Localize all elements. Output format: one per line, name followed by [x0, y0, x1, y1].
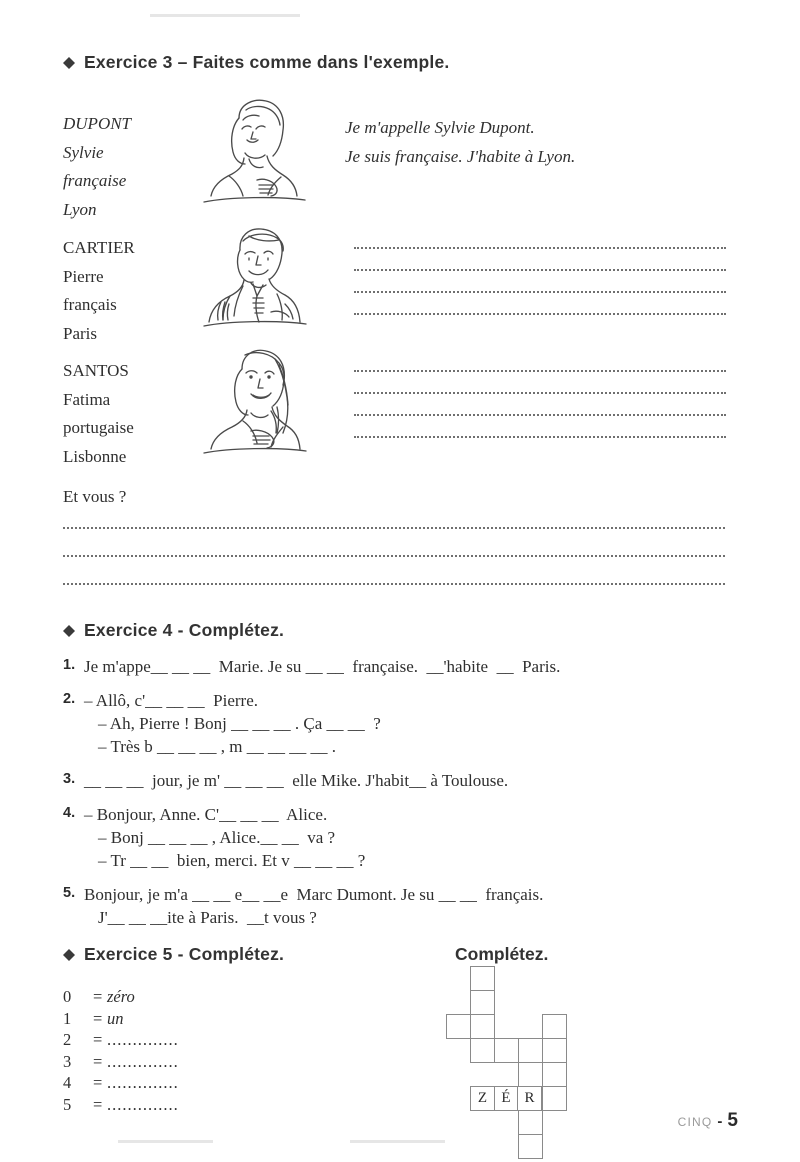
number-row	[63, 1094, 179, 1116]
santos-labels	[63, 357, 134, 471]
number-key: 3	[63, 1051, 72, 1071]
cartier-label-city: Paris	[63, 323, 97, 343]
crossword-cell-empty[interactable]	[518, 1062, 543, 1087]
question-line[interactable]: __ __ __ jour, je m' __ __ __ elle Mike. J'habit__ à Toulouse.	[84, 771, 509, 790]
crossword-cell-empty[interactable]	[518, 1110, 543, 1135]
number-value: zéro	[107, 987, 135, 1006]
number-value: un	[107, 1008, 124, 1028]
question-line[interactable]: Je m'appe__ __ __ Marie. Je su __ __ française. __'habite __ Paris.	[84, 657, 561, 676]
number-key: 4	[63, 1073, 72, 1092]
crossword-cell-empty[interactable]	[542, 1062, 567, 1087]
equals-sign: =	[93, 1094, 103, 1114]
santos-label-surname: SANTOS	[63, 361, 129, 380]
santos-answer-lines	[354, 370, 726, 458]
numbers-list	[63, 986, 179, 1115]
exercise-3-heading-text: Exercice 3 – Faites comme dans l'exemple.	[84, 52, 450, 72]
crossword-cell-empty[interactable]	[518, 1134, 543, 1159]
example-person-block	[63, 110, 733, 219]
number-row	[63, 1029, 179, 1051]
number-row	[63, 1072, 179, 1094]
answer-line[interactable]	[63, 527, 725, 529]
scan-artifact	[118, 1140, 213, 1143]
crossword-cell-empty[interactable]	[470, 990, 495, 1015]
cartier-label-surname: CARTIER	[63, 238, 135, 257]
answer-line[interactable]	[354, 392, 726, 394]
question-item-1	[63, 655, 743, 678]
answer-line[interactable]	[354, 436, 726, 438]
cartier-answer-lines	[354, 247, 726, 335]
answer-line[interactable]	[354, 414, 726, 416]
question-line[interactable]: – Allô, c'__ __ __ Pierre.	[84, 691, 258, 710]
answer-line[interactable]	[63, 583, 725, 585]
number-key: 0	[63, 987, 72, 1006]
crossword-sub-heading: Complétez.	[455, 944, 549, 964]
number-answer-blank[interactable]: ..............	[107, 1030, 179, 1049]
crossword-cell-empty[interactable]	[470, 1038, 495, 1063]
question-line[interactable]: J'__ __ __ite à Paris. __t vous ?	[98, 908, 317, 927]
footer-dash: -	[717, 1113, 723, 1130]
number-row	[63, 986, 179, 1008]
example-label-city: Lyon	[63, 199, 97, 219]
crossword-grid	[446, 966, 596, 1106]
question-item-5	[63, 883, 743, 929]
question-line[interactable]: – Bonjour, Anne. C'__ __ __ Alice.	[84, 805, 328, 824]
diamond-bullet-icon	[63, 943, 75, 955]
answer-line[interactable]	[354, 370, 726, 372]
equals-sign: =	[93, 987, 103, 1006]
crossword-cell-empty[interactable]	[470, 1014, 495, 1039]
question-number: 4.	[63, 805, 76, 821]
diamond-bullet-icon	[63, 51, 75, 63]
crossword-cell-filled[interactable]: R	[517, 1086, 542, 1111]
cartier-label-firstname: Pierre	[63, 266, 104, 286]
question-line[interactable]: – Très b __ __ __ , m __ __ __ __ .	[98, 737, 337, 756]
question-number: 3.	[63, 771, 76, 787]
answer-line[interactable]	[354, 291, 726, 293]
et-vous-label: Et vous ?	[63, 487, 127, 506]
number-answer-blank[interactable]: ..............	[107, 1051, 179, 1071]
equals-sign: =	[93, 1008, 103, 1028]
number-row	[63, 1008, 179, 1030]
example-label-firstname: Sylvie	[63, 142, 104, 162]
number-answer-blank[interactable]: ..............	[107, 1094, 179, 1114]
crossword-cell-empty[interactable]	[446, 1014, 471, 1039]
number-answer-blank[interactable]: ..............	[107, 1073, 179, 1092]
answer-line[interactable]	[354, 269, 726, 271]
person-block-santos	[63, 357, 733, 467]
footer-word: CINQ	[677, 1115, 713, 1129]
question-line[interactable]: – Ah, Pierre ! Bonj __ __ __ . Ça __ __ ?	[98, 714, 381, 733]
scan-artifact	[350, 1140, 445, 1143]
crossword-cell-empty[interactable]	[542, 1086, 567, 1111]
exercise-4-heading-text: Exercice 4 - Complétez.	[84, 620, 285, 640]
example-answer-line-1: Je m'appelle Sylvie Dupont.	[345, 118, 535, 137]
santos-label-city: Lisbonne	[63, 446, 127, 466]
example-person-labels	[63, 110, 131, 224]
equals-sign: =	[93, 1051, 103, 1071]
answer-line[interactable]	[354, 313, 726, 315]
question-number: 1.	[63, 657, 76, 673]
example-answer-text	[345, 113, 735, 171]
exercise-4-heading	[63, 620, 284, 641]
cartier-label-nationality: français	[63, 295, 117, 314]
question-line[interactable]: – Bonj __ __ __ , Alice.__ __ va ?	[98, 828, 336, 847]
exercise-3-heading	[63, 52, 449, 73]
crossword-cell-empty[interactable]	[494, 1038, 519, 1063]
question-item-2	[63, 689, 743, 758]
number-key: 2	[63, 1030, 72, 1049]
answer-line[interactable]	[354, 247, 726, 249]
man-suit-tie-illustration	[199, 224, 311, 343]
crossword-cell-filled[interactable]: É	[494, 1086, 519, 1111]
example-label-nationality: française	[63, 171, 127, 190]
cartier-labels	[63, 234, 135, 348]
example-answer-line-2: Je suis française. J'habite à Lyon.	[345, 147, 576, 166]
santos-label-nationality: portugaise	[63, 418, 134, 437]
exercise-5-heading-text: Exercice 5 - Complétez.	[84, 944, 285, 964]
exercise-5-heading	[63, 944, 284, 965]
et-vous-answer-lines	[63, 527, 725, 611]
equals-sign: =	[93, 1073, 103, 1092]
page-number: 5	[727, 1110, 738, 1131]
santos-label-firstname: Fatima	[63, 389, 111, 409]
crossword-cell-empty[interactable]	[542, 1014, 567, 1039]
woman-short-hair-illustration	[199, 96, 311, 219]
example-label-surname: DUPONT	[63, 114, 132, 133]
crossword-cell-empty[interactable]	[518, 1038, 543, 1063]
question-item-3	[63, 769, 743, 792]
exercise-4-items	[63, 655, 743, 940]
number-row	[63, 1051, 179, 1073]
crossword-cell-filled[interactable]: Z	[470, 1086, 495, 1111]
question-line[interactable]: – Tr __ __ bien, merci. Et v __ __ __ ?	[98, 851, 366, 870]
woman-long-hair-illustration	[199, 345, 311, 468]
scan-artifact	[150, 14, 300, 17]
equals-sign: =	[93, 1030, 103, 1049]
diamond-bullet-icon	[63, 619, 75, 631]
crossword-cell-empty[interactable]	[470, 966, 495, 991]
question-number: 5.	[63, 885, 76, 901]
number-key: 1	[63, 1008, 72, 1028]
question-line[interactable]: Bonjour, je m'a __ __ e__ __e Marc Dumont. Je su __ __ français.	[84, 885, 544, 904]
answer-line[interactable]	[63, 555, 725, 557]
page-footer	[678, 1110, 738, 1132]
number-key: 5	[63, 1094, 72, 1114]
question-item-4	[63, 803, 743, 872]
person-block-cartier	[63, 234, 733, 343]
crossword-cell-empty[interactable]	[542, 1038, 567, 1063]
question-number: 2.	[63, 691, 76, 707]
